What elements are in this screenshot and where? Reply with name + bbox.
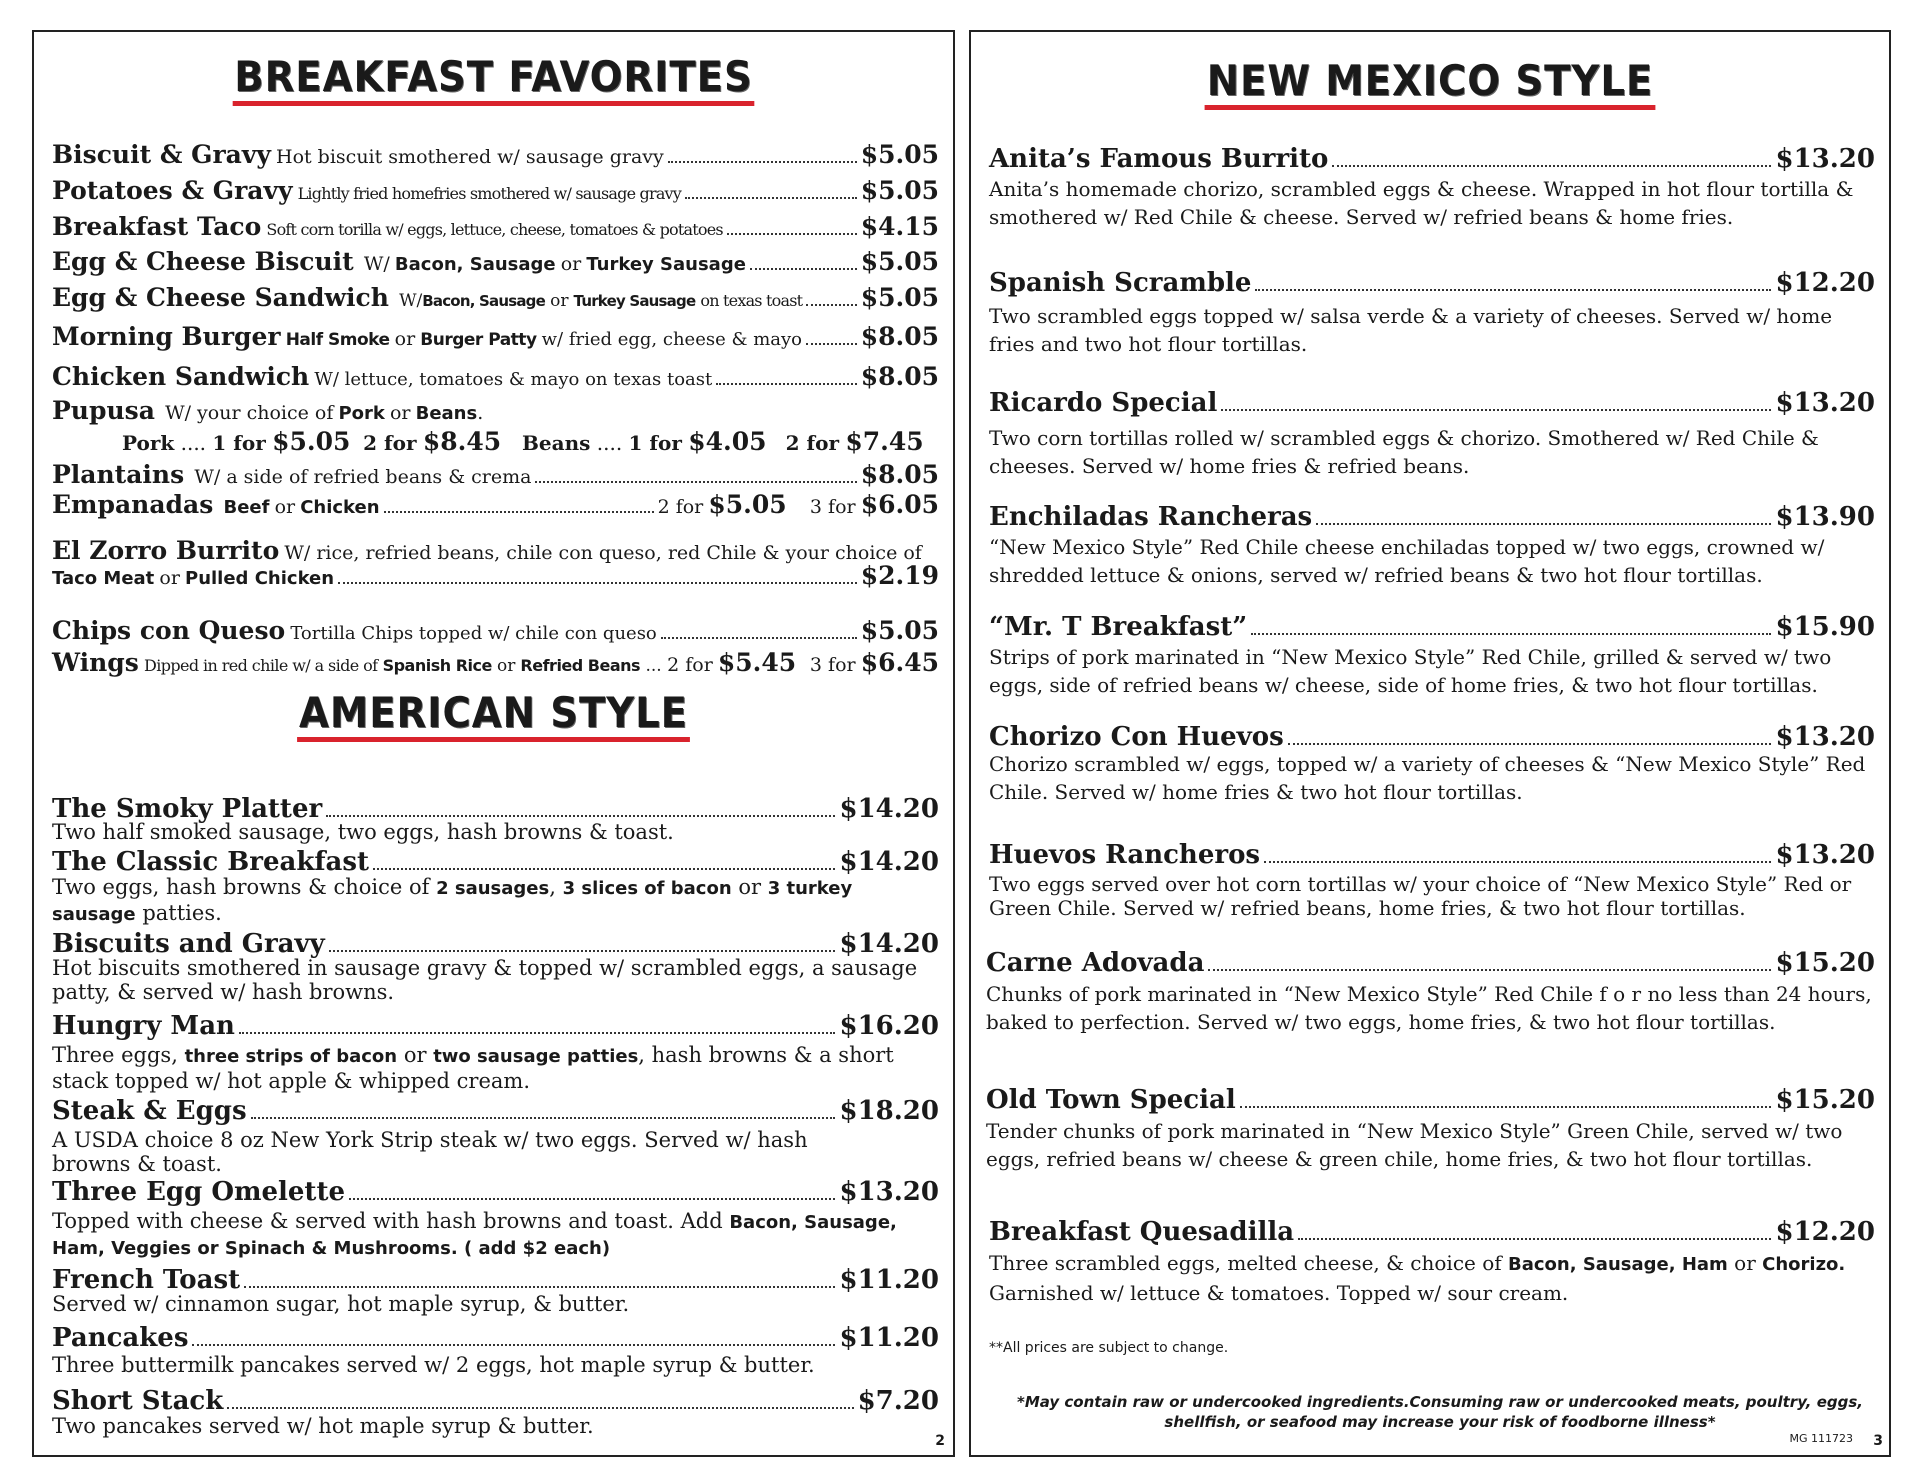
pupusa-prices: Pork .... 1 for $5.05 2 for $8.45 Beans .... 1 for $4.05 2 for $7.45 xyxy=(122,427,924,456)
menu-item: Pancakes $11.20 Three buttermilk pancakes served w/ 2 eggs, hot maple syrup & butter. xyxy=(52,1323,939,1377)
pupusa-item: Pupusa W/ your choice of Pork or Beans . xyxy=(52,396,484,425)
menu-item: Spanish Scramble $12.20 Two scrambled eggs topped w/ salsa verde & a variety of cheeses. Served w/ home fries and two hot flour tortillas. xyxy=(989,268,1875,356)
new-mexico-style-title: NEW MEXICO STYLE xyxy=(1008,56,1853,110)
menu-item: Enchiladas Rancheras $13.90 “New Mexico Style” Red Chile cheese enchiladas topped w/ two eggs, crowned w/ shredded lettuce & onions, served w/ refried beans & two hot flour tortillas. xyxy=(989,502,1875,587)
menu-item: El Zorro Burrito W/ rice, refried beans, chile con queso, red Chile & your choice of Taco Meat or Pulled Chicken $2.19 xyxy=(52,536,939,590)
menu-item: Empanadas Beef or Chicken 2 for $5.05 3 for $6.05 xyxy=(52,490,939,519)
left-menu-page xyxy=(32,30,955,1457)
menu-item: Three Egg Omelette $13.20 Topped with cheese & served with hash browns and toast. Add Bacon, Sausage, Ham, Veggies or Spinach & Mushrooms. ( add $2 each) xyxy=(52,1177,939,1259)
breakfast-favorites-title: BREAKFAST FAVORITES xyxy=(71,52,916,106)
menu-item: The Classic Breakfast $14.20 Two eggs, hash browns & choice of 2 sausages, 3 slices of bacon or 3 turkey sausage patties. xyxy=(52,847,939,925)
menu-item: Short Stack $7.20 Two pancakes served w/ hot maple syrup & butter. xyxy=(52,1386,939,1438)
menu-item: Chips con Queso Tortilla Chips topped w/ chile con queso $5.05 xyxy=(52,616,939,645)
page-number: 3 xyxy=(1873,1433,1883,1449)
menu-item: Hungry Man $16.20 Three eggs, three strips of bacon or two sausage patties, hash browns & a short stack topped w/ hot apple & whipped cream. xyxy=(52,1011,939,1093)
menu-item: Carne Adovada $15.20 Chunks of pork marinated in “New Mexico Style” Red Chile f o r no less than 24 hours, baked to perfection. Served w/ two eggs, home fries, & two hot flour tortillas. xyxy=(986,948,1875,1034)
menu-item: Breakfast Quesadilla $12.20 Three scrambled eggs, melted cheese, & choice of Bacon, Sausage, Ham or Chorizo. Garnished w/ lettuce & tomatoes. Topped w/ sour cream. xyxy=(989,1217,1875,1305)
menu-code: MG 111723 xyxy=(1789,1432,1853,1445)
menu-item: Breakfast Taco Soft corn torilla w/ eggs, lettuce, cheese, tomatoes & potatoes $4.15 xyxy=(52,212,939,241)
food-safety-disclaimer: *May contain raw or undercooked ingredients.Consuming raw or undercooked meats, poultry, eggs, shellfish, or seafood may increase your risk of foodborne illness* xyxy=(1016,1393,1864,1431)
menu-item: Egg & Cheese Biscuit W/ Bacon, Sausage or Turkey Sausage $5.05 xyxy=(52,247,939,276)
menu-item: The Smoky Platter $14.20 Two half smoked sausage, two eggs, hash browns & toast. xyxy=(52,794,939,844)
menu-item: Chorizo Con Huevos $13.20 Chorizo scrambled w/ eggs, topped w/ a variety of cheeses & “New Mexico Style” Red Chile. Served w/ home fries & two hot flour tortillas. xyxy=(989,722,1875,804)
menu-item: Steak & Eggs $18.20 A USDA choice 8 oz New York Strip steak w/ two eggs. Served w/ hash browns & toast. xyxy=(52,1096,939,1176)
menu-item: “Mr. T Breakfast” $15.90 Strips of pork marinated in “New Mexico Style” Red Chile, grilled & served w/ two eggs, side of refried beans w/ cheese, side of home fries, & two hot flour tortillas. xyxy=(989,612,1875,697)
menu-item: Plantains W/ a side of refried beans & crema $8.05 xyxy=(52,460,939,489)
menu-item: Biscuit & Gravy Hot biscuit smothered w/ sausage gravy $5.05 xyxy=(52,140,939,169)
page-number: 2 xyxy=(935,1433,945,1449)
menu-item: Biscuits and Gravy $14.20 Hot biscuits smothered in sausage gravy & topped w/ scrambled eggs, a sausage patty, & served w/ hash browns. xyxy=(52,929,939,1004)
menu-item: Morning Burger Half Smoke or Burger Patty w/ fried egg, cheese & mayo $8.05 xyxy=(52,322,939,351)
menu-item: Huevos Rancheros $13.20 Two eggs served over hot corn tortillas w/ your choice of “New Mexico Style” Red or Green Chile. Served w/ refried beans, home fries, & two hot flour tortillas. xyxy=(989,840,1875,920)
menu-item: French Toast $11.20 Served w/ cinnamon sugar, hot maple syrup, & butter. xyxy=(52,1265,939,1316)
menu-item: Chicken Sandwich W/ lettuce, tomatoes & mayo on texas toast $8.05 xyxy=(52,362,939,391)
menu-item: Ricardo Special $13.20 Two corn tortillas rolled w/ scrambled eggs & chorizo. Smothered w/ Red Chile & cheeses. Served w/ home fries & refried beans. xyxy=(989,388,1875,478)
menu-item: Wings Dipped in red chile w/ a side of Spanish Rice or Refried Beans ... 2 for $5.45 3 for $6.45 xyxy=(52,648,939,677)
menu-item: Old Town Special $15.20 Tender chunks of pork marinated in “New Mexico Style” Green Chile, served w/ two eggs, refried beans w/ cheese & green chile, home fries, & two hot flour tortillas. xyxy=(986,1085,1875,1171)
menu-item: Potatoes & Gravy Lightly fried homefries smothered w/ sausage gravy $5.05 xyxy=(52,176,939,205)
menu-item: Anita’s Famous Burrito $13.20 Anita’s homemade chorizo, scrambled eggs & cheese. Wrapped in hot flour tortilla & smothered w/ Red Chile & cheese. Served w/ refried beans & home fries. xyxy=(989,144,1875,229)
menu-item: Egg & Cheese Sandwich W/ Bacon, Sausage or Turkey Sausage on texas toast $5.05 xyxy=(52,283,939,312)
price-note: **All prices are subject to change. xyxy=(989,1340,1229,1356)
american-style-title: AMERICAN STYLE xyxy=(71,688,916,742)
right-menu-page xyxy=(969,30,1891,1457)
